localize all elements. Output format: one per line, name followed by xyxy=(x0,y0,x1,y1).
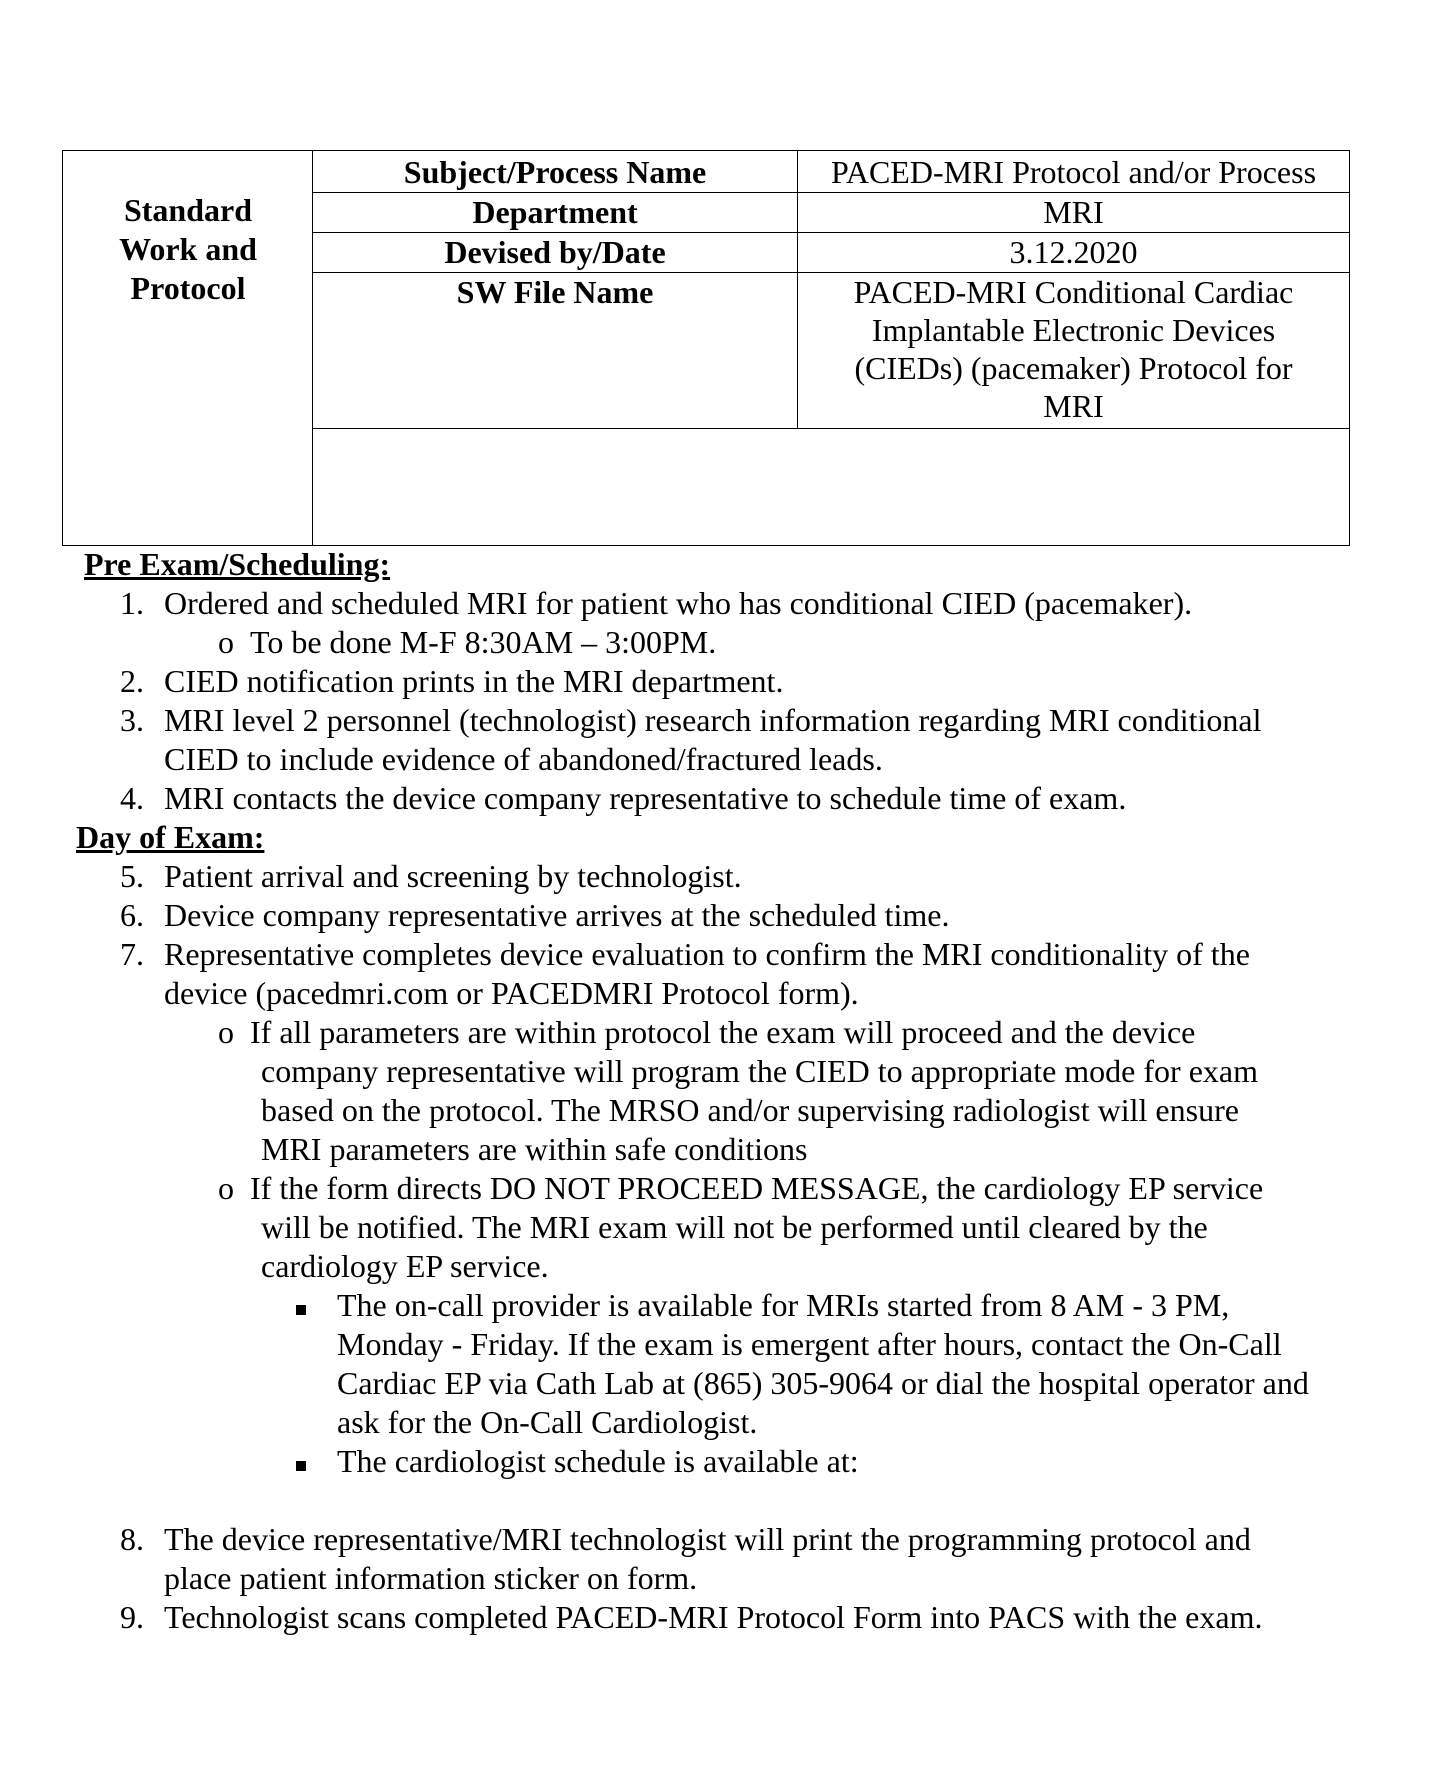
square-item-text: Cardiac EP via Cath Lab at (865) 305-9064 or dial the hospital operator and xyxy=(337,1365,1309,1401)
list-item-text: MRI level 2 personnel (technologist) research information regarding MRI conditional xyxy=(164,702,1262,738)
day-of-exam-heading: Day of Exam: xyxy=(76,819,265,855)
department-value: MRI xyxy=(1043,194,1104,230)
list-item-text: Patient arrival and screening by technologist. xyxy=(164,858,742,894)
sub-item-text: based on the protocol. The MRSO and/or supervising radiologist will ensure xyxy=(261,1092,1239,1128)
list-number: 6. xyxy=(120,897,144,933)
square-item-text: Monday - Friday. If the exam is emergent after hours, contact the On-Call xyxy=(337,1326,1282,1362)
list-item-text: The device representative/MRI technologist will print the programming protocol and xyxy=(164,1521,1251,1557)
sub-item-text: To be done M-F 8:30AM – 3:00PM. xyxy=(250,624,717,660)
file-name-line: MRI xyxy=(1043,388,1104,424)
subject-label: Subject/Process Name xyxy=(313,151,798,192)
list-number: 5. xyxy=(120,858,144,894)
department-label: Department xyxy=(313,193,798,232)
sub-item-text: cardiology EP service. xyxy=(261,1248,549,1284)
file-name-label: SW File Name xyxy=(313,273,798,428)
square-bullet-icon xyxy=(296,1305,306,1315)
header-row-department xyxy=(313,193,1349,233)
file-name-line: Implantable Electronic Devices xyxy=(871,312,1276,348)
square-item-text: ask for the On-Call Cardiologist. xyxy=(337,1404,758,1440)
square-item-text: The cardiologist schedule is available at: xyxy=(337,1443,859,1479)
list-item-text: Device company representative arrives at the scheduled time. xyxy=(164,897,950,933)
list-item-text: CIED notification prints in the MRI department. xyxy=(164,663,784,699)
list-item-text: device (pacedmri.com or PACEDMRI Protocol form). xyxy=(164,975,859,1011)
subject-value: PACED-MRI Protocol and/or Process xyxy=(830,154,1317,190)
pre-exam-heading: Pre Exam/Scheduling: xyxy=(84,546,391,582)
list-number: 8. xyxy=(120,1521,144,1557)
list-item-text: CIED to include evidence of abandoned/fractured leads. xyxy=(164,741,883,777)
list-item-text: Ordered and scheduled MRI for patient who has conditional CIED (pacemaker). xyxy=(164,585,1193,621)
sub-item-text: will be notified. The MRI exam will not be performed until cleared by the xyxy=(261,1209,1208,1245)
sub-item-text: MRI parameters are within safe conditions xyxy=(261,1131,808,1167)
circle-bullet-icon: o xyxy=(218,1170,234,1206)
circle-bullet-icon: o xyxy=(218,624,234,660)
list-number: 1. xyxy=(120,585,144,621)
sub-item-text: If all parameters are within protocol the exam will proceed and the device xyxy=(250,1014,1196,1050)
square-item-text: The on-call provider is available for MRIs started from 8 AM - 3 PM, xyxy=(337,1287,1230,1323)
header-right-cells xyxy=(313,151,1349,545)
list-item-text: Technologist scans completed PACED-MRI Protocol Form into PACS with the exam. xyxy=(164,1599,1263,1635)
file-name-value xyxy=(798,273,1349,428)
square-bullet-icon xyxy=(296,1461,306,1471)
header-left-title: Standard Work and Protocol xyxy=(119,192,257,306)
header-row-file-name xyxy=(313,273,1349,429)
devised-label: Devised by/Date xyxy=(313,233,798,272)
list-item-text: Representative completes device evaluation to confirm the MRI conditionality of the xyxy=(164,936,1250,972)
header-row-devised xyxy=(313,233,1349,273)
header-row-empty xyxy=(313,429,1349,547)
circle-bullet-icon: o xyxy=(218,1014,234,1050)
list-number: 9. xyxy=(120,1599,144,1635)
header-table xyxy=(62,150,1350,546)
header-left-cell xyxy=(63,151,313,545)
list-item-text: MRI contacts the device company representative to schedule time of exam. xyxy=(164,780,1127,816)
list-item-text: place patient information sticker on form. xyxy=(164,1560,698,1596)
file-name-line: PACED-MRI Conditional Cardiac xyxy=(853,274,1294,310)
sub-item-text: company representative will program the CIED to appropriate mode for exam xyxy=(261,1053,1258,1089)
file-name-line: (CIEDs) (pacemaker) Protocol for xyxy=(854,350,1293,386)
devised-value: 3.12.2020 xyxy=(1009,234,1138,270)
header-row-subject xyxy=(313,151,1349,193)
sub-item-text: If the form directs DO NOT PROCEED MESSAGE, the cardiology EP service xyxy=(250,1170,1264,1206)
list-number: 4. xyxy=(120,780,144,816)
list-number: 2. xyxy=(120,663,144,699)
list-number: 7. xyxy=(120,936,144,972)
list-number: 3. xyxy=(120,702,144,738)
